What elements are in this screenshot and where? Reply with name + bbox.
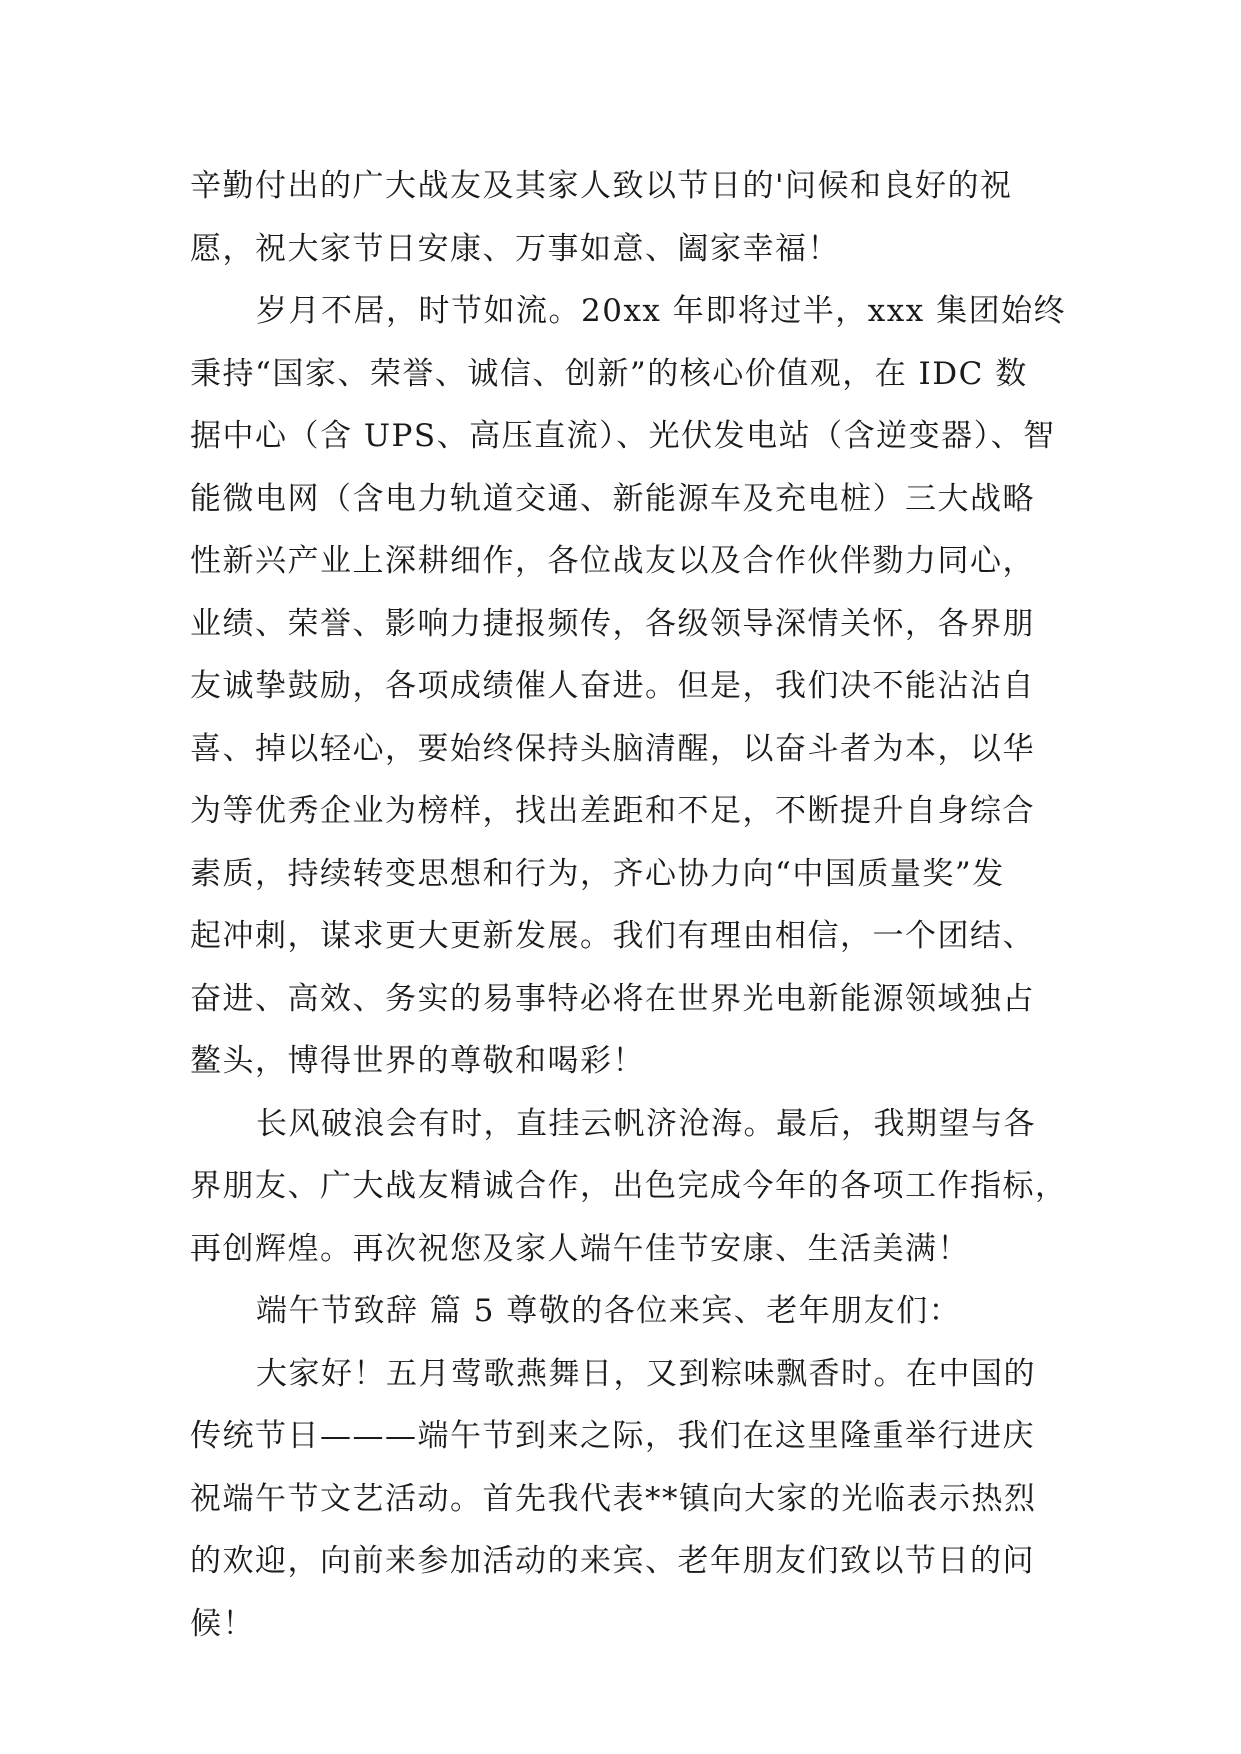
text-line: 能微电网（含电力轨道交通、新能源车及充电桩）三大战略 bbox=[190, 480, 1035, 517]
body-text bbox=[190, 155, 1070, 1655]
text-line: 再创辉煌。再次祝您及家人端午佳节安康、生活美满！ bbox=[190, 1230, 970, 1267]
text-line: 界朋友、广大战友精诚合作，出色完成今年的各项工作指标， bbox=[190, 1168, 1068, 1204]
text-line: 据中心（含 UPS、高压直流）、光伏发电站（含逆变器）、智 bbox=[190, 418, 1056, 454]
text-line: 素质，持续转变思想和行为，齐心协力向“中国质量奖”发 bbox=[190, 855, 1005, 892]
text-line: 业绩、荣誉、影响力捷报频传，各级领导深情关怀，各界朋 bbox=[190, 605, 1035, 642]
text-line: 秉持“国家、荣誉、诚信、创新”的核心价值观，在 IDC 数 bbox=[190, 355, 1028, 392]
text-line: 的欢迎，向前来参加活动的来宾、老年朋友们致以节日的问 bbox=[190, 1543, 1035, 1579]
text-line: 奋进、高效、务实的易事特必将在世界光电新能源领域独占 bbox=[190, 980, 1035, 1017]
text-line: 为等优秀企业为榜样，找出差距和不足，不断提升自身综合 bbox=[190, 793, 1035, 829]
text-line: 性新兴产业上深耕细作，各位战友以及合作伙伴勠力同心， bbox=[190, 543, 1035, 579]
text-line: 友诚挚鼓励，各项成绩催人奋进。但是，我们决不能沾沾自 bbox=[190, 668, 1035, 704]
text-line: 鳌头，博得世界的尊敬和喝彩！ bbox=[190, 1043, 645, 1079]
paragraph-start-line: 大家好！五月莺歌燕舞日，又到粽味飘香时。在中国的 bbox=[256, 1355, 1036, 1392]
paragraph-start-line: 岁月不居，时节如流。20xx 年即将过半，xxx 集团始终 bbox=[256, 293, 1067, 329]
text-line: 传统节日———端午节到来之际，我们在这里隆重举行进庆 bbox=[190, 1418, 1035, 1454]
text-line: 愿，祝大家节日安康、万事如意、阖家幸福！ bbox=[190, 230, 840, 267]
section-heading-line: 端午节致辞 篇 5 尊敬的各位来宾、老年朋友们： bbox=[256, 1293, 962, 1329]
paragraph-start-line: 长风破浪会有时，直挂云帆济沧海。最后，我期望与各 bbox=[256, 1105, 1036, 1142]
text-line: 祝端午节文艺活动。首先我代表**镇向大家的光临表示热烈 bbox=[190, 1480, 1037, 1517]
text-line: 喜、掉以轻心，要始终保持头脑清醒，以奋斗者为本，以华 bbox=[190, 730, 1035, 767]
text-line: 候！ bbox=[190, 1605, 255, 1642]
text-line: 辛勤付出的广大战友及其家人致以节日的'问候和良好的祝 bbox=[190, 168, 1013, 204]
text-line: 起冲刺，谋求更大更新发展。我们有理由相信，一个团结、 bbox=[190, 918, 1035, 954]
